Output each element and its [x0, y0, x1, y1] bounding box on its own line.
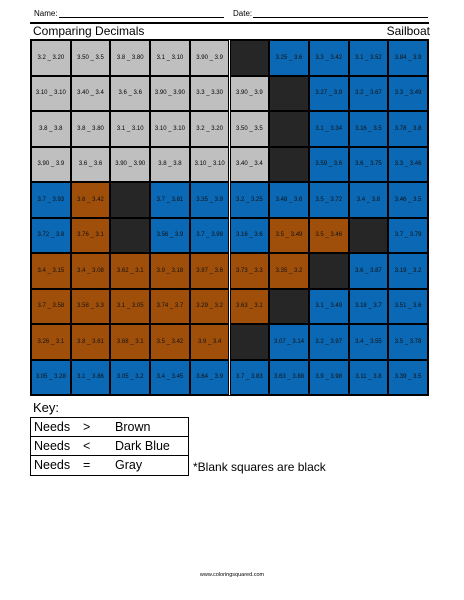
grid-cell: 3.76 _ 3.1 — [71, 218, 111, 254]
key-symbol: < — [83, 439, 91, 453]
grid-cell: 3.10 _ 3.10 — [150, 111, 190, 147]
grid-cell: 3.1 _ 3.10 — [150, 40, 190, 76]
grid-cell: 3.4 _ 3.15 — [31, 253, 71, 289]
grid-cell: 3.6 _ 3.75 — [349, 147, 389, 183]
grid-cell: 3.46 _ 3.5 — [388, 182, 428, 218]
grid-cell: 3.10 _ 3.10 — [190, 147, 230, 183]
grid-cell: 3.1 _ 3.05 — [110, 289, 150, 325]
grid-cell: 3.74 _ 3.7 — [150, 289, 190, 325]
grid-cell-black — [349, 218, 389, 254]
grid-cell: 3.4 _ 3.45 — [150, 360, 190, 396]
grid-cell: 3.3 _ 3.42 — [309, 40, 349, 76]
grid-cell: 3.8 _ 3.80 — [110, 40, 150, 76]
key-row-equal — [31, 456, 188, 475]
worksheet-title: Comparing Decimals — [33, 24, 145, 38]
grid-cell: 3.50 _ 3.5 — [230, 111, 270, 147]
grid-cell: 3.35 _ 3.9 — [190, 182, 230, 218]
grid-cell-black — [269, 76, 309, 112]
grid-cell: 3.5 _ 3.78 — [388, 324, 428, 360]
grid-cell: 3.3 _ 3.49 — [388, 76, 428, 112]
grid-cell: 3.16 _ 3.5 — [349, 111, 389, 147]
key-color-name: Dark Blue — [115, 439, 170, 453]
name-line — [59, 17, 224, 18]
grid-cell: 3.35 _ 3.2 — [269, 253, 309, 289]
grid-cell: 3.7 _ 3.93 — [31, 182, 71, 218]
grid-cell: 3.3 _ 3.46 — [388, 147, 428, 183]
grid-cell: 3.2 _ 3.20 — [31, 40, 71, 76]
grid-cell: 3.51 _ 3.6 — [388, 289, 428, 325]
date-line — [253, 17, 428, 18]
grid-cell: 3.62 _ 3.1 — [110, 253, 150, 289]
grid-cell: 3.5 _ 3.49 — [269, 218, 309, 254]
grid-cell: 3.8 _ 3.80 — [71, 111, 111, 147]
grid-cell: 3.58 _ 3.3 — [71, 289, 111, 325]
grid-cell: 3.50 _ 3.5 — [71, 40, 111, 76]
grid-cell: 3.4 _ 3.55 — [349, 324, 389, 360]
grid-cell: 3.1 _ 3.52 — [349, 40, 389, 76]
key-needs-text: Needs — [34, 439, 71, 453]
grid-cell: 3.90 _ 3.9 — [31, 147, 71, 183]
grid-cell: 3.63 _ 3.1 — [230, 289, 270, 325]
grid-cell: 3.19 _ 3.2 — [388, 253, 428, 289]
grid-cell: 3.18 _ 3.7 — [349, 289, 389, 325]
key-label: Key: — [33, 400, 60, 415]
grid-cell: 3.1 _ 3.86 — [71, 360, 111, 396]
grid-cell: 3.90 _ 3.90 — [150, 76, 190, 112]
grid-cell-black — [309, 253, 349, 289]
grid-cell-black — [230, 40, 270, 76]
grid-cell: 3.11 _ 3.8 — [349, 360, 389, 396]
grid-cell: 3.39 _ 3.5 — [388, 360, 428, 396]
grid-cell: 3.64 _ 3.9 — [190, 360, 230, 396]
grid-cell: 3.07 _ 3.14 — [269, 324, 309, 360]
grid-cell: 3.56 _ 3.9 — [150, 218, 190, 254]
grid-cell: 3.84 _ 3.9 — [388, 40, 428, 76]
grid-cell-black — [110, 182, 150, 218]
grid-cell: 3.90 _ 3.9 — [230, 76, 270, 112]
grid-cell: 3.6 _ 3.6 — [110, 76, 150, 112]
grid-cell: 3.7 _ 3.79 — [388, 218, 428, 254]
grid-cell: 3.7 _ 3.58 — [31, 289, 71, 325]
grid-cell: 3.7 _ 3.98 — [190, 218, 230, 254]
grid-cell: 3.05 _ 3.2 — [110, 360, 150, 396]
date-label: Date: — [233, 9, 253, 18]
key-needs-text: Needs — [34, 458, 71, 472]
grid-cell: 3.3 _ 3.30 — [190, 76, 230, 112]
grid-cell: 3.9 _ 3.4 — [190, 324, 230, 360]
grid-cell: 3.05 _ 3.28 — [31, 360, 71, 396]
grid-cell-black — [110, 218, 150, 254]
grid-cell: 3.8 _ 3.61 — [71, 324, 111, 360]
grid-cell: 3.6 _ 3.6 — [71, 147, 111, 183]
grid-cell: 3.73 _ 3.3 — [230, 253, 270, 289]
grid-cell: 3.48 _ 3.6 — [269, 182, 309, 218]
grid-cell: 3.40 _ 3.4 — [71, 76, 111, 112]
grid-cell: 3.40 _ 3.4 — [230, 147, 270, 183]
grid-cell-black — [269, 147, 309, 183]
grid-cell: 3.4 _ 3.08 — [71, 253, 111, 289]
grid-cell: 3.6 _ 3.42 — [71, 182, 111, 218]
coloring-grid — [30, 39, 429, 396]
grid-cell: 3.63 _ 3.88 — [269, 360, 309, 396]
grid-cell: 3.72 _ 3.8 — [31, 218, 71, 254]
grid-cell: 3.4 _ 3.8 — [349, 182, 389, 218]
grid-cell: 3.1 _ 3.34 — [309, 111, 349, 147]
grid-cell: 3.29 _ 3.2 — [190, 289, 230, 325]
grid-cell: 3.1 _ 3.49 — [309, 289, 349, 325]
key-color-name: Gray — [115, 458, 143, 472]
grid-cell: 3.2 _ 3.67 — [349, 76, 389, 112]
grid-cell: 3.5 _ 3.72 — [309, 182, 349, 218]
grid-cell: 3.2 _ 3.25 — [230, 182, 270, 218]
key-color-name: Brown — [115, 420, 151, 434]
grid-cell: 3.9 _ 3.18 — [150, 253, 190, 289]
picture-title: Sailboat — [386, 24, 430, 38]
blank-squares-note: *Blank squares are black — [193, 460, 326, 474]
grid-cell: 3.1 _ 3.10 — [110, 111, 150, 147]
key-row-less — [31, 437, 188, 456]
grid-cell: 3.90 _ 3.90 — [110, 147, 150, 183]
grid-cell: 3.5 _ 3.42 — [150, 324, 190, 360]
name-label: Name: — [34, 9, 58, 18]
grid-cell: 3.68 _ 3.1 — [110, 324, 150, 360]
grid-cell: 3.25 _ 3.6 — [269, 40, 309, 76]
grid-cell: 3.5 _ 3.46 — [309, 218, 349, 254]
footer-url: www.coloringsquared.com — [199, 572, 265, 578]
key-needs-text: Needs — [34, 420, 71, 434]
grid-cell: 3.9 _ 3.98 — [309, 360, 349, 396]
key-symbol: > — [83, 420, 91, 434]
grid-cell: 3.27 _ 3.9 — [309, 76, 349, 112]
grid-cell-black — [269, 111, 309, 147]
grid-cell: 3.2 _ 3.20 — [190, 111, 230, 147]
grid-cell: 3.7 _ 3.83 — [230, 360, 270, 396]
grid-cell: 3.16 _ 3.6 — [230, 218, 270, 254]
grid-cell: 3.26 _ 3.1 — [31, 324, 71, 360]
grid-cell: 3.10 _ 3.10 — [31, 76, 71, 112]
key-table — [30, 417, 189, 476]
grid-cell: 3.78 _ 3.8 — [388, 111, 428, 147]
grid-cell: 3.90 _ 3.9 — [190, 40, 230, 76]
key-row-greater — [31, 418, 188, 437]
grid-cell: 3.8 _ 3.8 — [150, 147, 190, 183]
grid-cell-black — [269, 289, 309, 325]
grid-cell: 3.2 _ 3.97 — [309, 324, 349, 360]
grid-cell: 3.8 _ 3.8 — [31, 111, 71, 147]
grid-cell: 3.7 _ 3.81 — [150, 182, 190, 218]
grid-cell-black — [230, 324, 270, 360]
grid-cell: 3.6 _ 3.87 — [349, 253, 389, 289]
grid-cell: 3.59 _ 3.6 — [309, 147, 349, 183]
grid-cell: 3.97 _ 3.6 — [190, 253, 230, 289]
key-symbol: = — [83, 458, 91, 472]
